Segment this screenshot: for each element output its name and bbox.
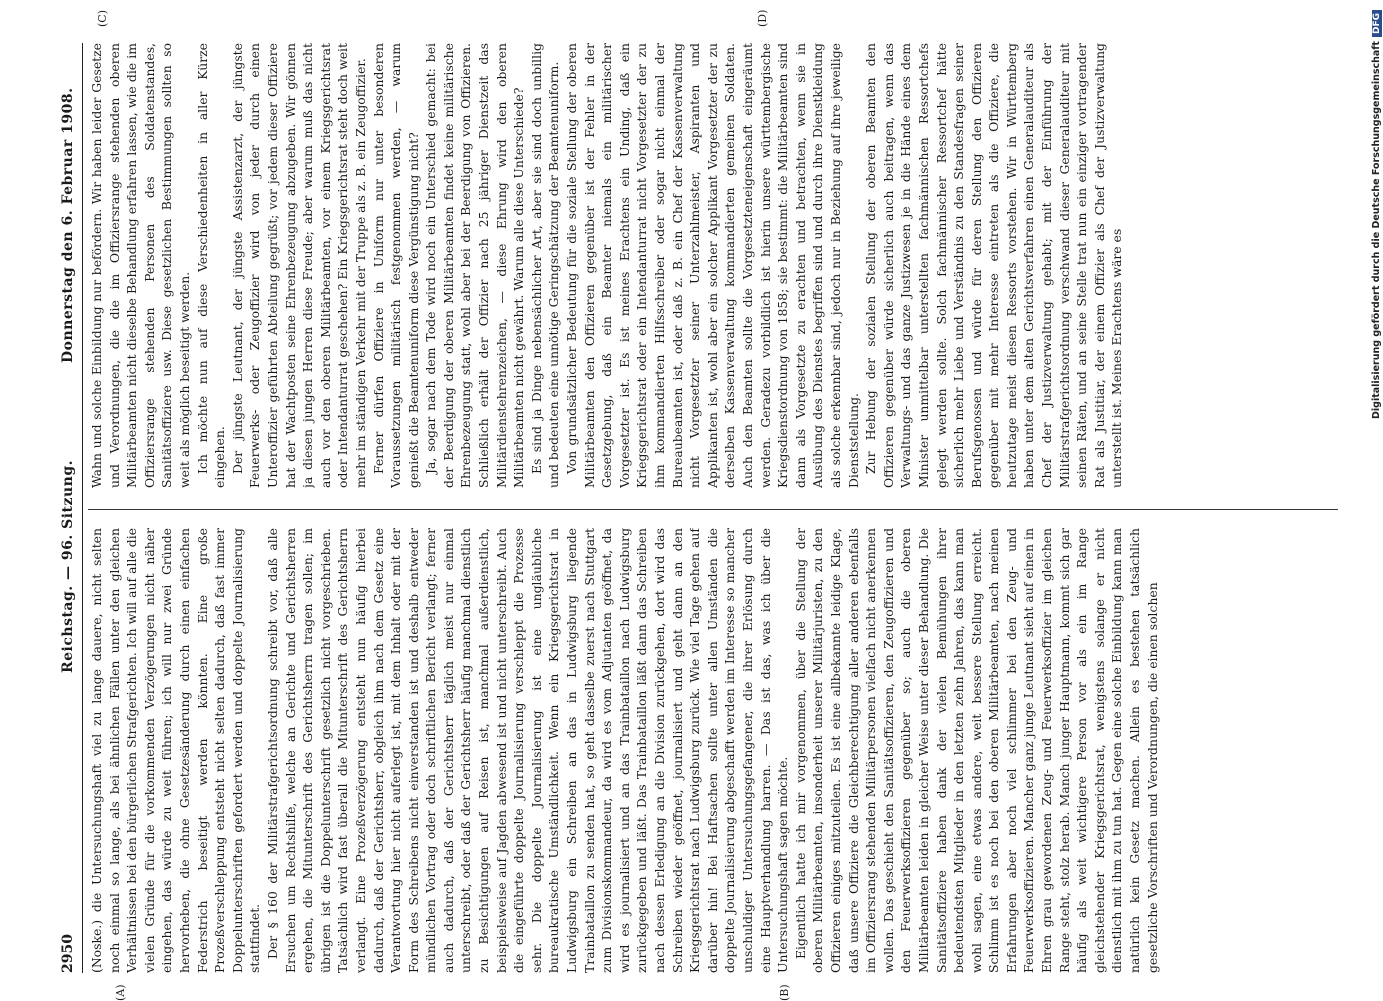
paragraph: Ja, sogar nach dem Tode wird noch ein Unterschied gemacht: bei der Beerdigung der oberen Militärbeamten findet keine militärische Ehrenbezeugung statt, wohl aber bei der Beerdigung von Offizieren. Schließlich erhält der Offizier nach 25 jähriger Dienstzeit das Militärdienstehrenzeichen, — diese Ehrung wird den oberen Militärbeamten nicht gewährt. Warum alle diese Unterschiede? [423,43,527,488]
page-number: 2950 [60,934,76,973]
margin-marker-b: (B) [778,984,791,1001]
digitization-credit [1371,10,1383,990]
dfg-logo: DFG [1372,10,1382,37]
paragraph: Ich möchte nun auf diese Verschiedenheiten in aller Kürze eingehen. [194,43,228,488]
session-date: Donnerstag den 6. Februar 1908. [60,87,76,363]
right-column [88,43,1338,488]
session-title: Reichstag. — 96. Sitzung. [60,460,76,673]
paragraph: Wahn und solche Einbildung nur befördern. Wir haben leider Gesetze und Verordnungen, die die im Offiziersrange stehenden oberen Militärbeamten nicht dieselbe Behandlung erfahren lassen, wie die im Offiziersrange stehenden Personen des Soldatenstandes, Sanitätsoffiziere usw. Diese gesetzlichen Bestimmungen sollten so weit als möglich beseitigt werden. [89,43,192,488]
paragraph: Eigentlich hatte ich mir vorgenommen, über die Stellung der oberen Militärbeamten, insonderheit unserer Militärjuristen, zu den Offizieren einiges mitzuteilen. Es ist eine allbekannte leidige Klage, daß unsere Offiziere die Gleichberechtigung aller anderen ebenfalls im Offiziersrang stehenden Militärpersonen vielfach nicht anerkennen wollen. Das geschieht den Sanitätsoffizieren, den Zeugoffizieren und den Feuerwerksoffizieren gegenüber so; auch die oberen Militärbeamten leiden in gleicher Weise unter dieser Behandlung. Die Sanitätsoffiziere haben dank der vielen Bemühungen ihrer bedeutendsten Mitglieder in den letzten zehn Jahren, das kann man wohl sagen, eine etwas andere, weit bessere Stellung erreicht. Schlimm ist es noch bei den oberen Militärbeamten, nach meinen Erfahrungen aber noch viel schlimmer bei den Zeug- und Feuerwerksoffizieren. Mancher ganz junge Leutnant sieht auf einen in Ehren grau gewordenen Zeug- und Feuerwerksoffizier im gleichen Range steht, stolz herab. Manch junger Hauptmann, kommt sich gar häufig als weit wichtigere Person vor als ein im Range gleichstehender Kriegsgerichtsrat, wenigstens solange er nicht dienstlich mit ihm zu tun hat. Gegen eine solche Einbildung kann man natürlich kein Gesetz machen. Allein es bestehen tatsächlich gesetzliche Vorschriften und Verordnungen, die einen solchen [792,528,1160,973]
paragraph: Von grundsätzlicher Bedeutung für die soziale Stellung der oberen Militärbeamten den Offizieren gegenüber ist der Fehler in der Gesetzgebung, daß ein Beamter niemals ein militärischer Vorgesetzter ist. Es ist meines Erachtens ein Unding, daß ein Kriegsgerichtsrat oder ein Intendanturrat nicht Vorgesetzter der zu ihm kommandierten Hilfsschreiber oder sogar nicht einmal der Bureaubeamten ist, oder daß z. B. ein Chef der Kassenverwaltung nicht Vorgesetzter seiner Unterzahlmeister, Aspiranten und Applikanten ist, wohl aber ein solcher Applikant Vorgesetzter der zu derselben Kassenverwaltung kommandierten gemeinen Soldaten. Auch den Beamten sollte die Vorgesetzteneigenschaft eingeräumt werden. Geradezu vorbildlich ist hierin unsere württembergische Kriegsdienstordnung von 1858; sie bestimmt: die Militärbeamten sind dann als Vorgesetzte zu erachten und betrachten, wenn sie in Ausübung des Dienstes begriffen sind und durch ihre Dienstkleidung als solche erkennbar sind, jedoch nur in Beziehung auf ihre jeweilige Dienststellung. [564,43,861,488]
paragraph: Ferner dürfen Offiziere in Uniform nur unter besonderen Voraussetzungen militärisch festgenommen werden, — warum genießt die Beamtenuniform diese Vergünstigung nicht? [370,43,421,488]
column-divider [88,509,1338,510]
paragraph: Der jüngste Leutnant, der jüngste Assistenzarzt, der jüngste Feuerwerks- oder Zeugoffizier wird von jeder durch einen Unteroffizier geführten Abteilung gegrüßt; vor jedem dieser Offiziere hat der Wachtposten seine Ehrenbezeugung abzugeben. Wir gönnen ja diesen jungen Herren diese Freude; aber warum muß das nicht auch vor den oberen Militärbeamten, vor einem Kriegsgerichtsrat oder Intendanturrat geschehen? Ein Kriegsgerichtsrat steht doch weit mehr im ständigen Verkehr mit der Truppe als z. B. ein Zeugoffizier. [229,43,368,488]
rotated-page [56,9,1346,1001]
credit-text: Digitalisierung gefördert durch die Deutsche Forschungsgemeinschaft [1371,41,1382,419]
paragraph: Es sind ja Dinge nebensächlicher Art, aber sie sind doch unbillig und bedeuten eine unnötige Geringschätzung der Beamtenuniform. [528,43,562,488]
page-header [56,43,83,973]
paragraph: Der § 160 der Militärstrafgerichtsordnung schreibt vor, daß alle Ersuchen um Rechtshilfe, welche an Gerichte und Gerichtsherren ergehen, die Mitunterschrift des Gerichtsherrn tragen sollen; im übrigen ist die Doppelunterschrift gesetzlich nicht vorgeschrieben. Tatsächlich wird fast überall die Mitunterschrift des Gerichtsherrn verlangt. Eine Prozeßverzögerung entsteht nun häufig hierbei dadurch, daß der Gerichtsherr, obgleich ihm nach dem Gesetz eine Verantwortung hier nicht auferlegt ist, mit dem Inhalt oder mit der Form des Schreibens nicht einverstanden ist und deshalb entweder mündlichen Vortrag oder doch schriftlichen Bericht verlangt; ferner auch dadurch, daß der Gerichtsherr täglich meist nur einmal unterschreibt, oder daß der Gerichtsherr häufig manchmal dienstlich zu Besichtigungen auf Reisen ist, manchmal außerdienstlich, beispielsweise auf Jagden abwesend ist und nicht unterschreibt. Auch die eingeführte doppelte Journalisierung verschleppt die Prozesse sehr. Die doppelte Journalisierung ist eine ungläubliche bureaukratische Umständlichkeit. Wenn ein Kriegsgerichtsrat in Ludwigsburg ein Schreiben an das in Ludwigsburg liegende Trainbataillon zu senden hat, so geht dasselbe zuerst nach Stuttgart zum Divisionskommandeur, da wird es vom Adjutanten geöffnet, da wird es journalisiert und an das Trainbataillon nach Ludwigsburg zurückgegeben und läßt. Das Trainbataillon läßt dann das Schreiben nach dessen Erledigung an die Division zurückgehen, dort wird das Schreiben wieder geöffnet, journalisiert und geht dann an den Kriegsgerichtsrat nach Ludwigsburg zurück. Wie viel Tage gehen auf darüber hin! Bei Haftsachen sollte unter allen Umständen die doppelte Journalisierung abgeschafft werden im Interesse so mancher unschuldiger Untersuchungsgefangener, die ihrer Erlösung durch eine Hauptverhandlung harren. — Das ist das, was ich über die Untersuchungshaft sagen möchte. [264,528,791,973]
paragraph: Zur Hebung der sozialen Stellung der oberen Beamten den Offizieren gegenüber würde sicherlich auch beitragen, wenn das Verwaltungs- und das ganze Justizwesen je in die Hände eines dem Minister unmittelbar unterstellten fachmännischen Ressortchefs gelegt werden sollte. Solch fachmännischer Ressortchef hätte sicherlich mehr Liebe und Verständnis zu den Standesfragen seiner Berufsgenossen und würde für deren Stellung den Offizieren gegenüber mit mehr Interesse eintreten als die Offiziere, die heutzutage meist diesen Ressorts vorstehen. Wir in Württemberg haben unter dem alten Gerichtsverfahren einen Generalauditeur als Chef der Justizverwaltung gehabt; mit der Einführung der Militärstrafgerichtsordnung verschwand dieser Generalauditeur mit seinen Räten, und an seine Stelle trat nun ein einziger vortragender Rat als Justitiar, der einem Offizier als Chef der Justizverwaltung unterstellt ist. Meines Erachtens wäre es [863,43,1125,488]
margin-marker-a: (A) [114,984,127,1001]
left-column [88,528,1338,973]
paragraph: (Noske.) die Untersuchungshaft viel zu lange dauere, nicht selten noch einmal so lange, als bei ähnlichen Fällen unter den gleichen Verhältnissen bei den bürgerlichen Strafgerichten. Ich will auf alle die vielen Gründe für die vorkommenden Verzögerungen nicht näher eingehen, das würde zu weit führen; ich will nur zwei Gründe hervorheben, die ohne Gesetzesänderung durch einen einfachen Federstrich beseitigt werden könnten. Eine große Prozeßverschleppung entsteht nicht selten dadurch, daß fast immer Doppelunterschriften gefordert werden und doppelte Journalisierung stattfindet. [89,528,263,973]
margin-marker-c: (C) [96,10,109,27]
margin-marker-d: (D) [756,9,769,27]
